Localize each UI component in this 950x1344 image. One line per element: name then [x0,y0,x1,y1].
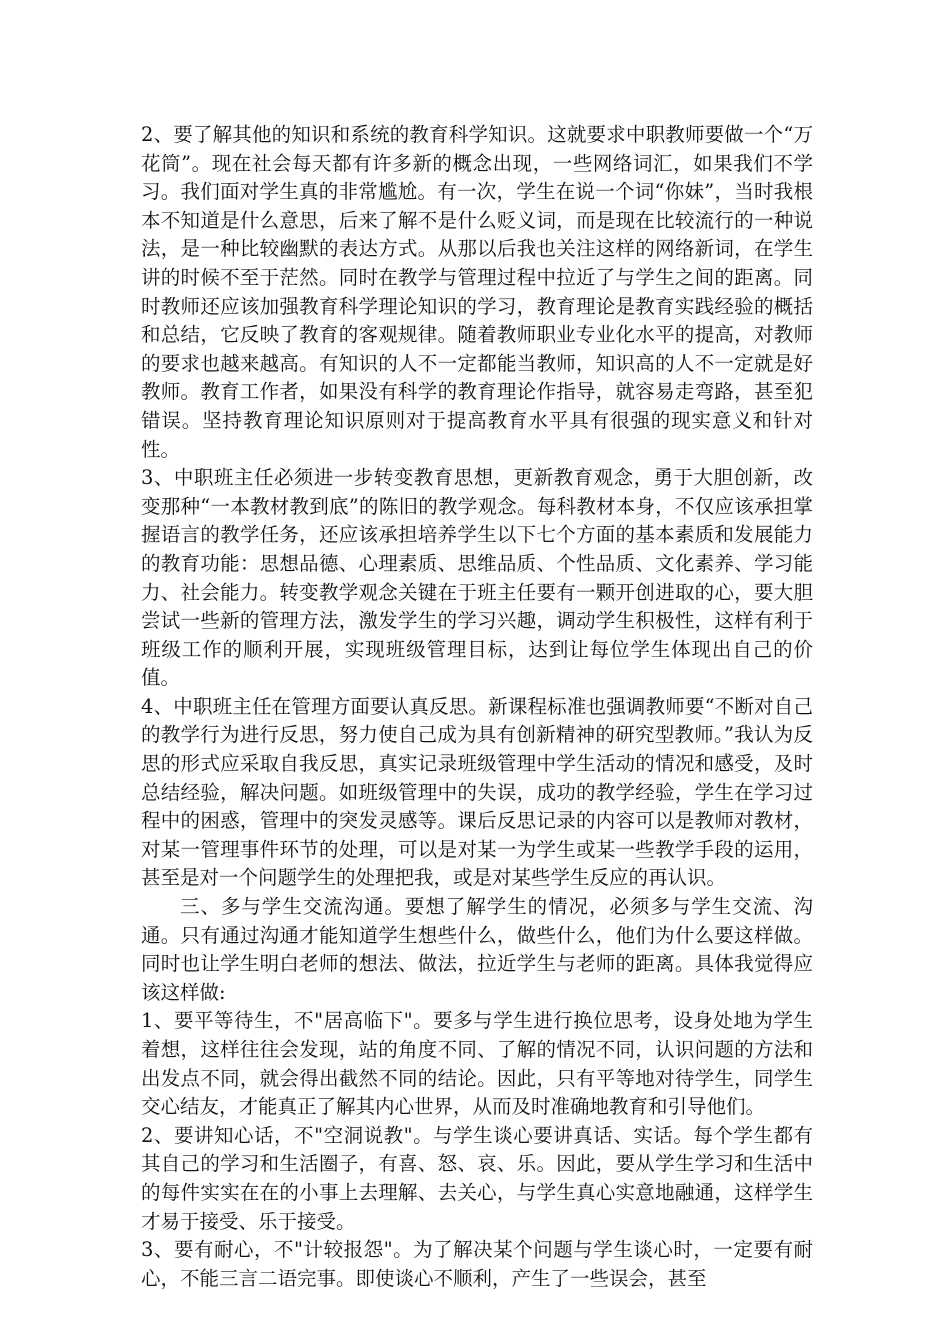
paragraph-equal-treatment: 1、要平等待生，不"居高临下"。要多与学生进行换位思考，设身处地为学生着想，这样往往会发现，站的角度不同、了解的情况不同，认识问题的方法和出发点不同，就会得出截然不同的结论。因此，只有平等地对待学生，同学生交心结友，才能真正了解其内心世界，从而及时准确地教育和引导他们。 [141,1009,813,1119]
paragraph-teaching-ideas: 3、中职班主任必须进一步转变教育思想，更新教育观念，勇于大胆创新，改变那种“一本教材教到底”的陈旧的教学观念。每科教材本身，不仅应该承担掌握语言的教学任务，还应该承担培养学生以下七个方面的基本素质和发展能力的教育功能：思想品德、心理素质、思维品质、个性品质、文化素养、学习能力、社会能力。转变教学观念关键在于班主任要有一颗开创进取的心，要大胆尝试一些新的管理方法，激发学生的学习兴趣，调动学生积极性，这样有利于班级工作的顺利开展，实现班级管理目标，达到让每位学生体现出自己的价值。 [141,466,813,690]
paragraph-patience: 3、要有耐心，不"计较报怨"。为了解决某个问题与学生谈心时，一定要有耐心，不能三言二语完事。即使谈心不顺利，产生了一些误会，甚至 [141,1238,813,1290]
paragraph-communication-heading: 三、多与学生交流沟通。要想了解学生的情况，必须多与学生交流、沟通。只有通过沟通才能知道学生想些什么，做些什么，他们为什么要这样做。同时也让学生明白老师的想法、做法，拉近学生与老师的距离。具体我觉得应该这样做: [141,895,813,1004]
document-body [141,121,813,1293]
paragraph-knowledge: 2、要了解其他的知识和系统的教育科学知识。这就要求中职教师要做一个“万花筒”。现在社会每天都有许多新的概念出现，一些网络词汇，如果我们不学习。我们面对学生真的非常尴尬。有一次，学生在说一个词“你妹”，当时我根本不知道是什么意思，后来了解不是什么贬义词，而是现在比较流行的一种说法，是一种比较幽默的表达方式。从那以后我也关注这样的网络新词，在学生讲的时候不至于茫然。同时在教学与管理过程中拉近了与学生之间的距离。同时教师还应该加强教育科学理论知识的学习，教育理论是教育实践经验的概括和总结，它反映了教育的客观规律。随着教师职业专业化水平的提高，对教师的要求也越来越高。有知识的人不一定都能当教师，知识高的人不一定就是好教师。教育工作者，如果没有科学的教育理论作指导，就容易走弯路，甚至犯错误。坚持教育理论知识原则对于提高教育水平具有很强的现实意义和针对性。 [141,123,813,461]
paragraph-heart-to-heart: 2、要讲知心话，不"空洞说教"。与学生谈心要讲真话、实话。每个学生都有其自己的学习和生活圈子，有喜、怒、哀、乐。因此，要从学生学习和生活中的每件实实在在的小事上去理解、去关心，与学生真心实意地融通，这样学生才易于接受、乐于接受。 [141,1123,813,1233]
paragraph-reflection: 4、中职班主任在管理方面要认真反思。新课程标准也强调教师要“不断对自己的教学行为进行反思，努力使自己成为具有创新精神的研究型教师。”我认为反思的形式应采取自我反思，真实记录班级管理中学生活动的情况和感受，及时总结经验，解决问题。如班级管理中的失误，成功的教学经验，学生在学习过程中的困惑，管理中的突发灵感等。课后反思记录的内容可以是教师对教材，对某一管理事件环节的处理，可以是对某一为学生或某一些教学手段的运用，甚至是对一个问题学生的处理把我，或是对某些学生反应的再认识。 [141,694,813,890]
